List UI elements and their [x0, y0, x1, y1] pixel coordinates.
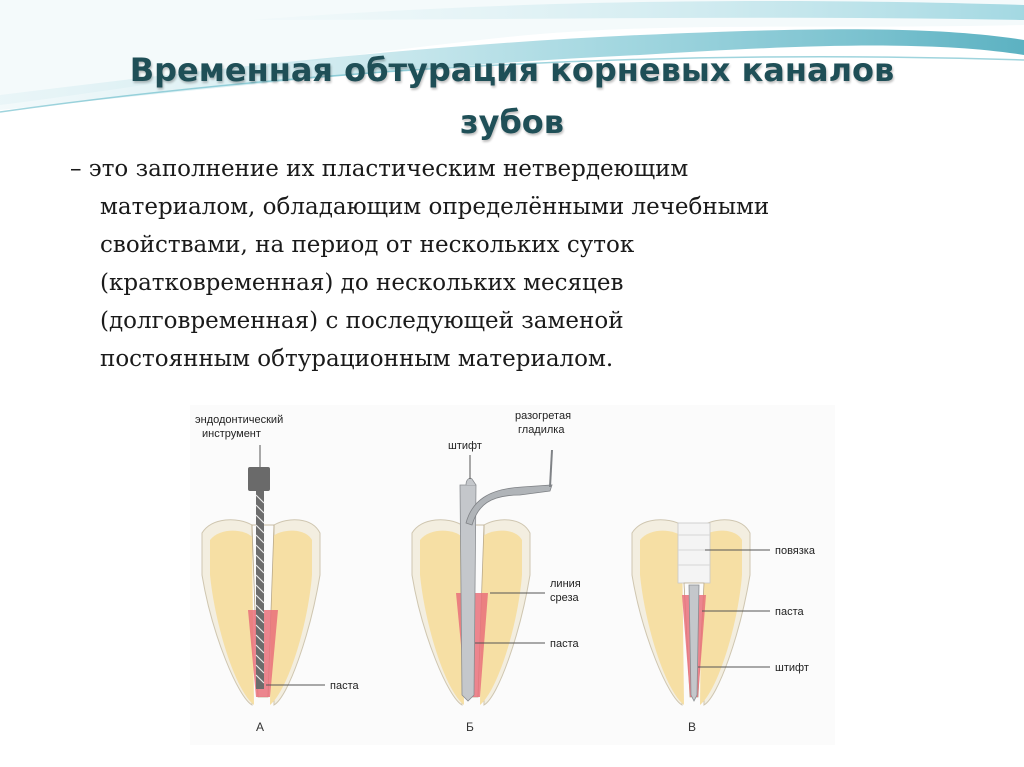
definition-text: [70, 150, 970, 378]
label-paste-b: паста: [550, 638, 579, 650]
figure-letter-b: Б: [466, 720, 474, 734]
dressing: [678, 523, 710, 583]
definition-line: – это заполнение их пластическим нетвердеющим: [70, 156, 689, 182]
slide-title-line-2: зубов: [459, 103, 565, 141]
root-canal-illustration: [190, 405, 835, 745]
definition-line: постоянным обтурационным материалом.: [100, 346, 614, 372]
label-endodontic: эндодонтический: [195, 414, 284, 426]
definition-line: (кратковременная) до нескольких месяцев: [100, 270, 624, 296]
instrument-handle: [248, 467, 270, 491]
label-heated: разогретая: [515, 410, 572, 422]
label-dressing: повязка: [775, 545, 815, 557]
label-instrument: инструмент: [202, 428, 261, 440]
pin-c: [689, 585, 699, 701]
label-paste-a: паста: [330, 680, 359, 692]
label-paste-c: паста: [775, 606, 804, 618]
label-pin-b: штифт: [448, 440, 482, 452]
label-cut-line-2: среза: [550, 592, 579, 604]
figure-letter-c: В: [688, 720, 697, 734]
label-spatula: гладилка: [518, 424, 565, 436]
definition-line: свойствами, на период от нескольких суток: [100, 232, 635, 258]
definition-line: материалом, обладающим определёнными лечебными: [100, 194, 770, 220]
figure-letter-a: А: [256, 720, 265, 734]
label-cut-line-1: линия: [550, 578, 581, 590]
slide-title-line-1: Временная обтурация корневых каналов: [129, 51, 895, 89]
label-pin-c: штифт: [775, 662, 809, 674]
definition-line: (долговременная) с последующей заменой: [100, 308, 624, 334]
